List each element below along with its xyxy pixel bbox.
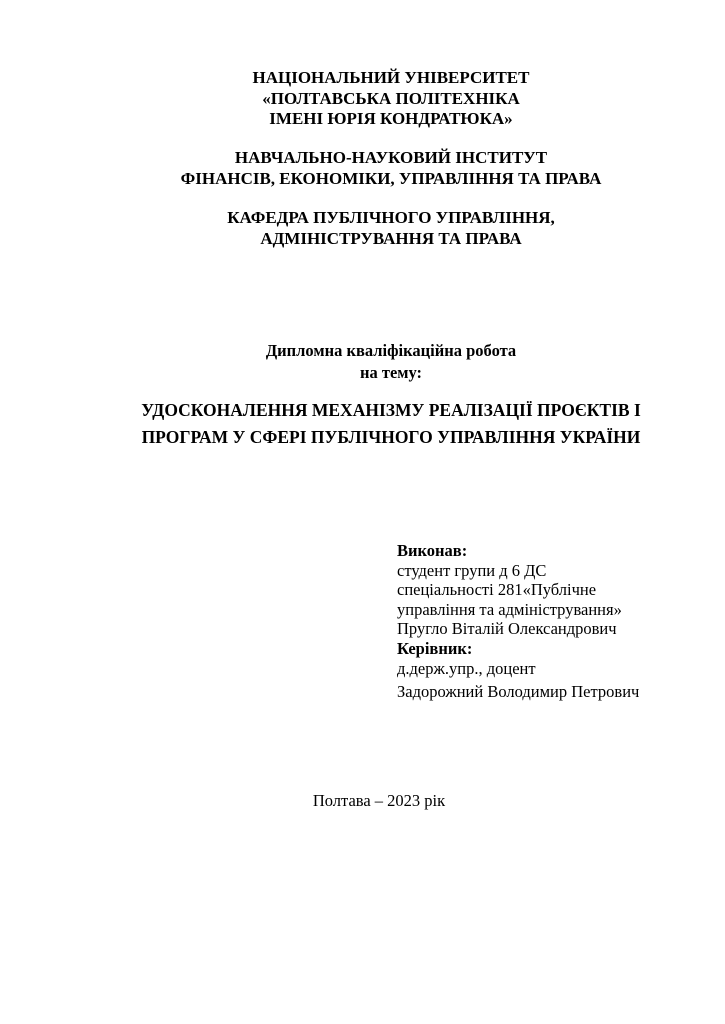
- department-name: [0, 208, 725, 249]
- topic-line: ПРОГРАМ У СФЕРІ ПУБЛІЧНОГО УПРАВЛІННЯ УКРАЇНИ: [141, 427, 641, 447]
- topic-line: УДОСКОНАЛЕННЯ МЕХАНІЗМУ РЕАЛІЗАЦІЇ ПРОЄКТІВ І: [141, 400, 641, 420]
- author-line: управління та адміністрування»: [397, 599, 622, 619]
- department-line: КАФЕДРА ПУБЛІЧНОГО УПРАВЛІННЯ,: [227, 208, 555, 227]
- supervisor-title: д.держ.упр., доцент: [397, 658, 536, 678]
- work-type: [0, 340, 725, 384]
- university-line: ІМЕНІ ЮРІЯ КОНДРАТЮКА»: [269, 109, 513, 128]
- author-name: Пругло Віталій Олександрович: [397, 619, 617, 639]
- author-line: студент групи д 6 ДС: [397, 560, 547, 580]
- university-line: НАЦІОНАЛЬНИЙ УНІВЕРСИТЕТ: [252, 68, 530, 87]
- institute-line: НАВЧАЛЬНО-НАУКОВИЙ ІНСТИТУТ: [234, 148, 548, 167]
- university-name: [0, 68, 725, 130]
- work-type-line: Дипломна кваліфікаційна робота: [265, 341, 517, 360]
- supervisor-label: Керівник:: [397, 638, 473, 658]
- city-year: Полтава – 2023 рік: [312, 791, 446, 810]
- work-type-line: на тему:: [359, 363, 423, 382]
- institute-line: ФІНАНСІВ, ЕКОНОМІКИ, УПРАВЛІННЯ ТА ПРАВА: [180, 168, 602, 188]
- author-supervisor-block: [397, 541, 639, 702]
- institute-name: [0, 148, 725, 189]
- supervisor-name: Задорожний Володимир Петрович: [397, 682, 640, 702]
- department-line: АДМІНІСТРУВАННЯ ТА ПРАВА: [260, 228, 522, 248]
- author-label: Виконав:: [397, 541, 468, 560]
- thesis-topic: [0, 397, 725, 451]
- author-line: спеціальності 281«Публічне: [397, 580, 597, 600]
- university-line: «ПОЛТАВСЬКА ПОЛІТЕХНІКА: [262, 88, 520, 108]
